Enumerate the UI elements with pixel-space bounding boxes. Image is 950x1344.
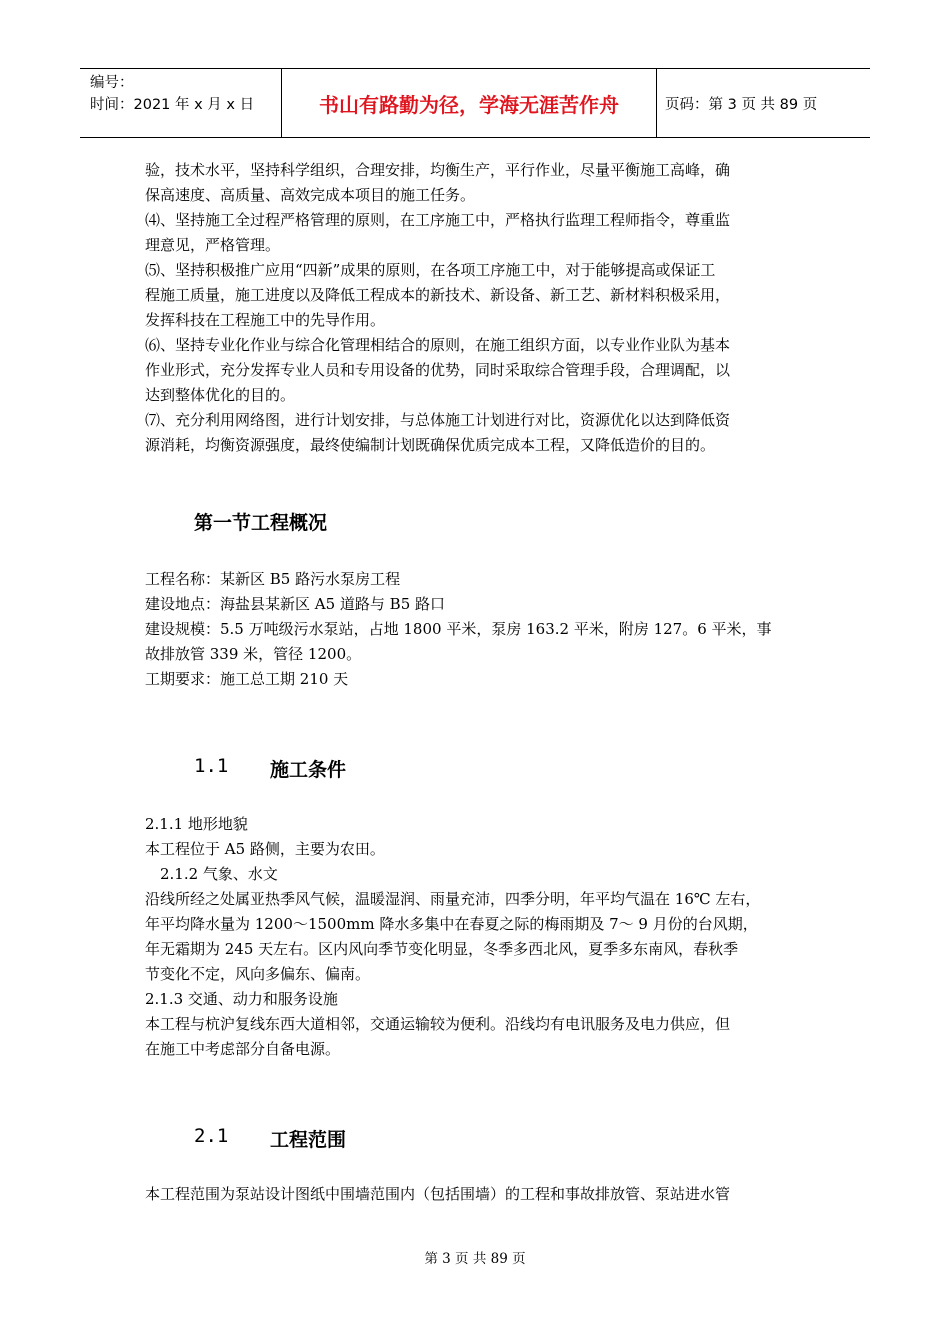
text-line: 在施工中考虑部分自备电源。 xyxy=(145,1040,341,1058)
page-header xyxy=(80,68,870,138)
subsection-title: 2.1.2 气象、水文 xyxy=(160,865,278,883)
header-meta xyxy=(80,69,282,137)
text-line: ⑺、充分利用网络图，进行计划安排，与总体施工计划进行对比，资源优化以达到降低资 xyxy=(145,411,731,429)
page-footer: 第 3 页 共 89 页 xyxy=(424,1251,526,1267)
text-line: 作业形式，充分发挥专业人员和专用设备的优势，同时采取综合管理手段，合理调配，以 xyxy=(145,361,731,379)
text-line: 建设规模：5.5 万吨级污水泵站，占地 1800 平米，泵房 163.2 平米，附房 127。6 平米，事 xyxy=(145,620,772,638)
document-date-label: 时间：2021 年 x 月 x 日 xyxy=(90,97,255,113)
subsection-title: 2.1.1 地形地貌 xyxy=(145,815,248,833)
text-line: 验，技术水平，坚持科学组织，合理安排，均衡生产，平行作业，尽量平衡施工高峰，确 xyxy=(145,161,731,179)
document-number-label: 编号： xyxy=(90,75,134,91)
text-line: ⑹、坚持专业化作业与综合化管理相结合的原则，在施工组织方面，以专业作业队为基本 xyxy=(145,336,731,354)
text-line: 故排放管 339 米，管径 1200。 xyxy=(145,645,362,663)
text-line: 本工程与杭沪复线东西大道相邻，交通运输较为便利。沿线均有电讯服务及电力供应，但 xyxy=(145,1015,731,1033)
text-line: 节变化不定，风向多偏东、偏南。 xyxy=(145,965,371,983)
text-line: 年无霜期为 245 天左右。区内风向季节变化明显，冬季多西北风，夏季多东南风，春秋季 xyxy=(145,940,739,958)
section-heading-overview: 第一节工程概况 xyxy=(194,512,328,534)
text-line: 工程名称：某新区 B5 路污水泵房工程 xyxy=(145,570,401,588)
intro-paragraphs xyxy=(145,158,810,458)
text-line: 理意见，严格管理。 xyxy=(145,236,281,254)
conditions-content xyxy=(145,812,810,1062)
text-line: 本工程位于 A5 路侧，主要为农田。 xyxy=(145,840,385,858)
text-line: 源消耗，均衡资源强度，最终使编制计划既确保优质完成本工程，又降低造价的目的。 xyxy=(145,436,716,454)
section-number: 2.1 xyxy=(194,1125,229,1147)
section-number: 1.1 xyxy=(194,755,229,777)
subsection-title: 2.1.3 交通、动力和服务设施 xyxy=(145,990,338,1008)
text-line: 建设地点：海盐县某新区 A5 道路与 B5 路口 xyxy=(145,595,446,613)
text-line: 沿线所经之处属亚热季风气候，温暖湿润、雨量充沛，四季分明，年平均气温在 16℃ 左右， xyxy=(145,890,761,908)
section-title: 工程范围 xyxy=(270,1129,347,1151)
text-line: 本工程范围为泵站设计图纸中围墙范围内（包括围墙）的工程和事故排放管、泵站进水管 xyxy=(145,1185,731,1203)
section-title: 施工条件 xyxy=(270,759,347,781)
text-line: 发挥科技在工程施工中的先导作用。 xyxy=(145,311,386,329)
overview-lines xyxy=(145,567,810,692)
text-line: 程施工质量，施工进度以及降低工程成本的新技术、新设备、新工艺、新材料积极采用， xyxy=(145,286,731,304)
section-heading-conditions xyxy=(145,755,810,782)
text-line: 达到整体优化的目的。 xyxy=(145,386,296,404)
text-line: ⑷、坚持施工全过程严格管理的原则，在工序施工中，严格执行监理工程师指令，尊重监 xyxy=(145,211,731,229)
text-line: 工期要求：施工总工期 210 天 xyxy=(145,670,349,688)
text-line: ⑸、坚持积极推广应用“四新”成果的原则，在各项工序施工中，对于能够提高或保证工 xyxy=(145,261,716,279)
section-heading-scope xyxy=(145,1125,810,1152)
text-line: 保高速度、高质量、高效完成本项目的施工任务。 xyxy=(145,186,476,204)
document-body xyxy=(145,158,810,1207)
text-line: 年平均降水量为 1200～1500mm 降水多集中在春夏之际的梅雨期及 7～ 9 月份的台风期， xyxy=(145,915,758,933)
header-page-info: 页码：第 3 页 共 89 页 xyxy=(665,96,818,113)
header-motto: 书山有路勤为径，学海无涯苦作舟 xyxy=(282,69,657,137)
